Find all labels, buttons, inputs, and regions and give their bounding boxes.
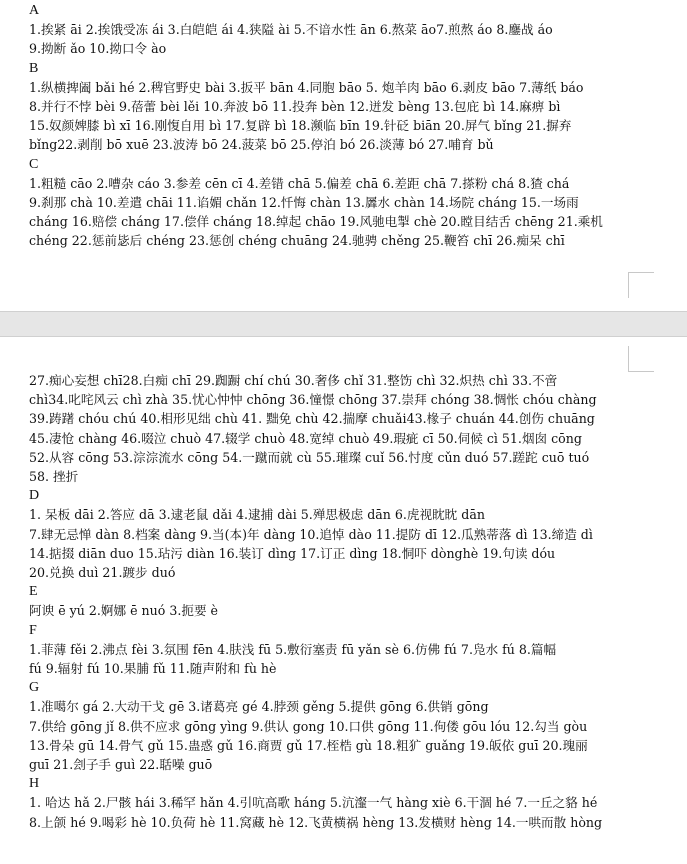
section-heading-h: H	[29, 776, 40, 792]
text-line: 1.纵横捭阖 bǎi hé 2.稗官野史 bài 3.扳平 bān 4.同胞 bāo 5. 炮羊肉 bāo 6.剥皮 bāo 7.薄纸 báo	[29, 79, 584, 95]
text-line: 7.肆无忌惮 dàn 8.档案 dàng 9.当(本)年 dàng 10.追悼 dào 11.提防 dī 12.瓜熟蒂落 dì 13.缔造 dì	[29, 526, 593, 542]
page-2-text	[29, 371, 639, 832]
text-line: 1. 呆板 dāi 2.答应 dā 3.逮老鼠 dǎi 4.逮捕 dài 5.殚思极虑 dān 6.虎视眈眈 dān	[29, 507, 485, 523]
text-line: 7.供给 gōng jǐ 8.供不应求 gōng yìng 9.供认 gong 10.口供 gōng 11.佝偻 gōu lóu 12.勾当 gòu	[29, 718, 588, 734]
text-line: 20.兑换 duì 21.踱步 duó	[29, 565, 176, 581]
text-line: 9.拗断 ǎo 10.拗口令 ào	[29, 41, 167, 57]
text-line: 45.凄怆 chàng 46.啜泣 chuò 47.辍学 chuò 48.宽绰 chuò 49.瑕疵 cī 50.伺候 cì 51.烟囱 cōng	[29, 430, 582, 446]
page-corner-mark	[628, 346, 654, 372]
text-line: bǐng22.剥削 bō xuē 23.波涛 bō 24.菠菜 bō 25.停泊 bó 26.淡薄 bó 27.哺育 bǔ	[29, 137, 494, 153]
text-line: 27.痴心妄想 chī28.白痴 chī 29.踟蹰 chí chú 30.奢侈 chǐ 31.整饬 chì 32.炽热 chì 33.不啻	[29, 373, 558, 388]
text-line: chì34.叱咤风云 chì zhà 35.忧心忡忡 chōng 36.憧憬 chōng 37.崇拜 chóng 38.惆怅 chóu chàng	[29, 392, 597, 408]
page-gap	[0, 311, 687, 337]
page-1-text	[29, 1, 639, 251]
text-line: 52.从容 cōng 53.淙淙流水 cōng 54.一蹴而就 cù 55.璀璨 cuǐ 56.忖度 cǔn duó 57.蹉跎 cuō tuó	[29, 449, 590, 465]
text-line: 阿谀 ē yú 2.婀娜 ē nuó 3.扼要 è	[29, 603, 219, 619]
section-heading-a: A	[29, 3, 40, 18]
document-page-2	[0, 337, 687, 864]
document-page-1	[0, 0, 687, 311]
text-line: 1. 哈达 hǎ 2.尸骸 hái 3.稀罕 hǎn 4.引吭高歌 háng 5.沆瀣一气 hàng xiè 6.干涸 hé 7.一丘之貉 hé	[29, 795, 598, 811]
section-heading-b: B	[29, 60, 39, 76]
text-line: 15.奴颜婢膝 bì xī 16.刚愎自用 bì 17.复辟 bì 18.濒临 bīn 19.针砭 biān 20.屏气 bǐng 21.摒弃	[29, 118, 572, 134]
text-line: 1.挨紧 āi 2.挨饿受冻 ái 3.白皑皑 ái 4.狭隘 ài 5.不谙水性 ān 6.熬菜 āo7.煎熬 áo 8.鏖战 áo	[29, 22, 553, 38]
text-line: 8.并行不悖 bèi 9.蓓蕾 bèi lěi 10.奔波 bō 11.投奔 bèn 12.迸发 bèng 13.包庇 bì 14.麻痹 bì	[29, 99, 561, 115]
text-line: cháng 16.赔偿 cháng 17.偿佯 cháng 18.绰起 chāo 19.风驰电掣 chè 20.瞠目结舌 chēng 21.乘机	[29, 214, 603, 230]
section-heading-c: C	[29, 156, 39, 172]
text-line: 8.上颌 hé 9.喝彩 hè 10.负荷 hè 11.窝藏 hè 12.飞黄横祸 hèng 13.发横财 hèng 14.一哄而散 hòng	[29, 814, 603, 830]
section-heading-d: D	[29, 488, 40, 504]
text-line: 1.菲薄 fěi 2.沸点 fèi 3.氛围 fēn 4.肤浅 fū 5.敷衍塞责 fū yǎn sè 6.仿佛 fú 7.凫水 fú 8.篇幅	[29, 641, 557, 657]
text-line: fú 9.辐射 fú 10.果脯 fǔ 11.随声附和 fù hè	[29, 661, 277, 677]
text-line: 13.骨朵 gū 14.骨气 gǔ 15.蛊惑 gǔ 16.商贾 gǔ 17.桎梏 gù 18.粗犷 guǎng 19.皈依 guī 20.瑰丽	[29, 737, 588, 753]
text-line: chéng 22.惩前毖后 chéng 23.惩创 chéng chuāng 24.驰骋 chěng 25.鞭笞 chī 26.痴呆 chī	[29, 233, 565, 249]
text-line: guī 21.刽子手 guì 22.聒噪 guō	[29, 757, 213, 773]
text-line: 39.踌躇 chóu chú 40.相形见绌 chù 41. 黜免 chù 42.揣摩 chuǎi43.椽子 chuán 44.创伤 chuāng	[29, 411, 595, 427]
page-corner-mark	[628, 272, 654, 298]
text-line: 1.粗糙 cāo 2.嘈杂 cáo 3.参差 cēn cī 4.差错 chā 5.偏差 chā 6.差距 chā 7.搽粉 chá 8.猹 chá	[29, 175, 570, 191]
section-heading-f: F	[29, 622, 37, 638]
text-line: 14.掂掇 diān duo 15.玷污 diàn 16.装订 dìng 17.订正 dìng 18.恫吓 dònghè 19.句读 dóu	[29, 545, 556, 561]
section-heading-g: G	[29, 680, 40, 696]
text-line: 58. 挫折	[29, 469, 79, 485]
section-heading-e: E	[29, 584, 38, 600]
text-line: 9.刹那 chà 10.差遣 chāi 11.谄媚 chǎn 12.忏悔 chàn 13.羼水 chàn 14.场院 cháng 15.一场雨	[29, 195, 579, 211]
text-line: 1.准噶尔 gá 2.大动干戈 gē 3.诸葛亮 gé 4.脖颈 gěng 5.提供 gōng 6.供销 gōng	[29, 699, 489, 715]
